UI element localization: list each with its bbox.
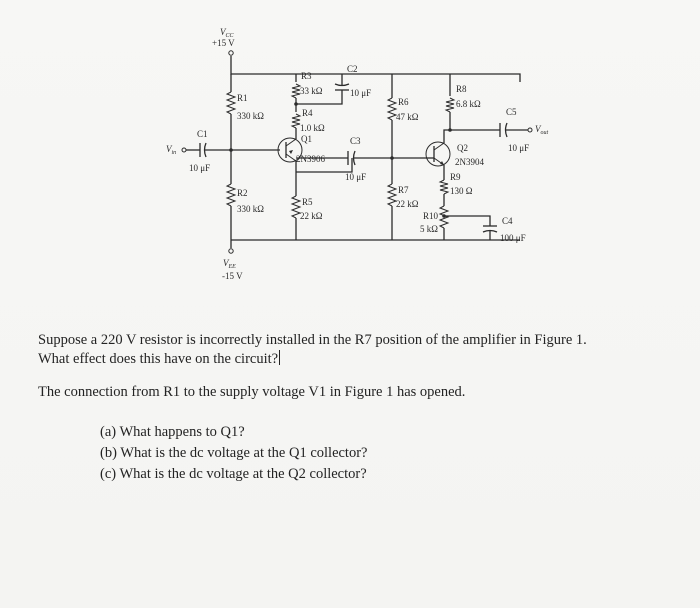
- r5-value: 22 kΩ: [300, 211, 323, 221]
- r2-name: R2: [237, 188, 248, 198]
- r9-value: 130 Ω: [450, 186, 473, 196]
- question-1-line-2: What effect does this have on the circuit?: [38, 351, 279, 367]
- r10-value: 5 kΩ: [420, 224, 438, 234]
- r8-name: R8: [456, 84, 467, 94]
- vcc-rail: [231, 56, 520, 82]
- r1-name: R1: [237, 93, 248, 103]
- r5-resistor: [292, 196, 300, 218]
- r9-name: R9: [450, 172, 461, 182]
- c3-value: 10 μF: [345, 172, 367, 182]
- r3-name: R3: [301, 71, 312, 81]
- r7-value: 22 kΩ: [396, 199, 419, 209]
- question-part-b: (b) What is the dc voltage at the Q1 collector?: [100, 445, 368, 461]
- r10-name: R10: [423, 211, 439, 221]
- question-part-a: (a) What happens to Q1?: [100, 424, 245, 440]
- question-text-block: [38, 331, 688, 485]
- vin-terminal: [182, 148, 186, 152]
- r4-resistor: [292, 114, 300, 128]
- c5-capacitor: [500, 123, 507, 137]
- r1-resistor: [227, 92, 235, 114]
- r6-name: R6: [398, 97, 409, 107]
- question-1-line-1: Suppose a 220 V resistor is incorrectly installed in the R7 position of the amplifier in Figure 1.: [38, 332, 587, 348]
- r2-value: 330 kΩ: [237, 204, 264, 214]
- vout-terminal: [528, 128, 532, 132]
- r9-resistor: [440, 180, 448, 194]
- c1-value: 10 μF: [189, 163, 211, 173]
- c5-name: C5: [506, 107, 517, 117]
- q2-transistor: [426, 142, 450, 166]
- q1-part: 2N3906: [296, 154, 325, 164]
- c4-name: C4: [502, 216, 513, 226]
- vout-label: $V_{out}$: [535, 124, 549, 136]
- r3-resistor: [292, 84, 300, 98]
- r1-value: 330 kΩ: [237, 111, 264, 121]
- r8-resistor: [446, 98, 454, 112]
- r5-name: R5: [302, 197, 313, 207]
- vcc-value: +15 V: [212, 38, 235, 48]
- r6-value: 47 kΩ: [396, 112, 419, 122]
- q2-name: Q2: [457, 143, 468, 153]
- r2-resistor: [227, 184, 235, 206]
- r7-name: R7: [398, 185, 409, 195]
- vin-label: $V_{in}$: [166, 144, 177, 156]
- c2-value: 10 μF: [350, 88, 372, 98]
- r8-value: 6.8 kΩ: [456, 99, 481, 109]
- c3-name: C3: [350, 136, 361, 146]
- text-cursor: [279, 350, 280, 365]
- question-2-parts: [38, 422, 688, 485]
- c1-name: C1: [197, 129, 208, 139]
- r7-resistor: [388, 184, 396, 206]
- c5-value: 10 μF: [508, 143, 530, 153]
- vcc-label: $V_{CC}$: [220, 27, 234, 39]
- amplifier-schematic: [0, 0, 700, 300]
- vcc-terminal: [229, 51, 233, 55]
- r3-value: 33 kΩ: [300, 86, 323, 96]
- vee-terminal: [229, 249, 233, 253]
- c2-name: C2: [347, 64, 358, 74]
- r6-resistor: [388, 98, 396, 120]
- q2-part: 2N3904: [455, 157, 484, 167]
- question-2-intro: The connection from R1 to the supply voltage V1 in Figure 1 has opened.: [38, 384, 466, 400]
- question-part-c: (c) What is the dc voltage at the Q2 collector?: [100, 466, 367, 482]
- vee-label: $V_{EE}$: [223, 258, 236, 270]
- c4-value: 100 μF: [500, 233, 526, 243]
- r4-name: R4: [302, 108, 313, 118]
- r4-value: 1.0 kΩ: [300, 123, 325, 133]
- vee-value: -15 V: [222, 271, 243, 281]
- q1-name: Q1: [301, 134, 312, 144]
